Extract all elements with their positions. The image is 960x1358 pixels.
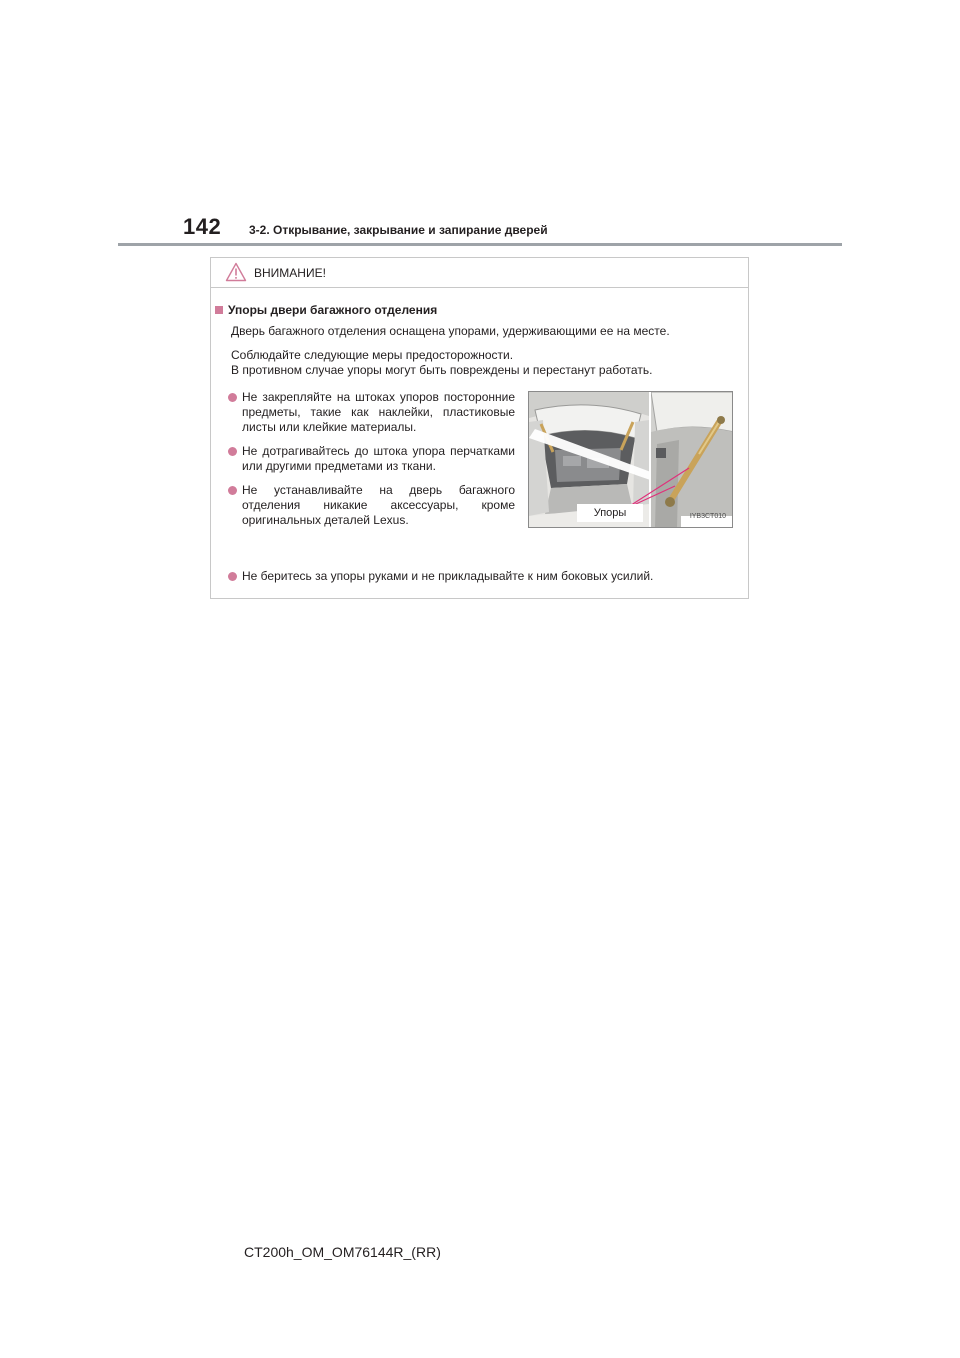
figure-code: IYB3CT010 <box>689 513 726 520</box>
bullet-text: Не устанавливайте на дверь багажного отделения никакие аксессуары, кроме оригинальных деталей Lexus. <box>242 483 515 527</box>
bullet-item-last <box>225 569 653 584</box>
header-rule <box>118 243 842 246</box>
bullet-text: Не беритесь за упоры руками и не прикладывайте к ним боковых усилий. <box>242 569 654 583</box>
bullet-item <box>225 483 515 528</box>
bullet-item <box>225 444 515 474</box>
round-bullet-icon <box>228 393 237 402</box>
round-bullet-icon <box>228 486 237 495</box>
warning-triangle-icon <box>225 262 247 282</box>
page-number: 142 <box>183 214 222 239</box>
bullet-text: Не закрепляйте на штоках упоров посторонние предметы, такие как наклейки, пластиковые листы или клейкие материалы. <box>242 390 515 434</box>
warning-box <box>210 257 749 599</box>
footer-document-id: CT200h_OM_OM76144R_(RR) <box>244 1244 441 1260</box>
paragraph-intro: Дверь багажного отделения оснащена упорами, удерживающими ее на месте. <box>231 324 670 338</box>
subheading-text: Упоры двери багажного отделения <box>228 303 438 317</box>
round-bullet-icon <box>228 447 237 456</box>
section-title: 3-2. Открывание, закрывание и запирание дверей <box>249 223 548 237</box>
page-header <box>0 0 960 250</box>
paragraph-precautions: Соблюдайте следующие меры предосторожности. <box>231 348 514 362</box>
subheading <box>215 302 437 318</box>
warning-header <box>211 258 748 288</box>
paragraph-consequence: В противном случае упоры могут быть повреждены и перестанут работать. <box>231 363 653 377</box>
struts-callout-label: Упоры <box>577 504 643 522</box>
bullet-list <box>225 390 515 537</box>
bullet-text: Не дотрагивайтесь до штока упора перчатками или другими предметами из ткани. <box>242 444 515 473</box>
round-bullet-icon <box>228 572 237 581</box>
bullet-item <box>225 390 515 435</box>
struts-illustration <box>528 391 733 528</box>
square-bullet-icon <box>215 306 223 314</box>
warning-label: ВНИМАНИЕ! <box>254 266 326 280</box>
